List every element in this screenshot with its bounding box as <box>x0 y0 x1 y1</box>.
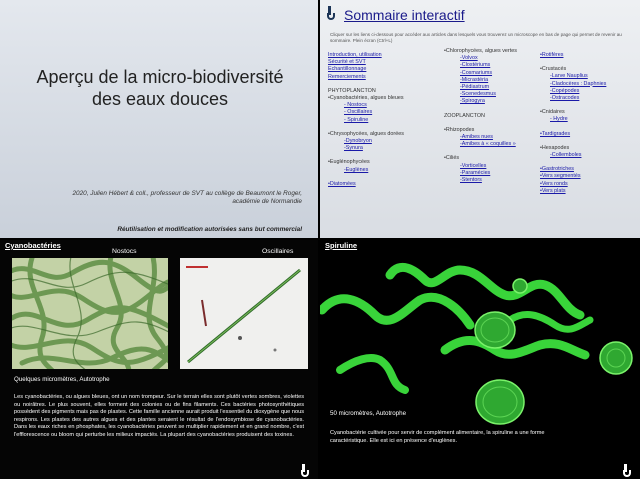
link-vers-segmentes[interactable]: •Vers segmentés <box>540 173 581 180</box>
spiruline-description: Cyanobactérie cultivée pour servir de complément alimentaire, la spiruline a une forme caractéristique. Elle est ici en présence d'euglènes. <box>330 430 545 444</box>
oscillaires-photo <box>180 258 308 369</box>
link-remerciements[interactable]: Remerciements <box>328 73 366 80</box>
link-echantillonnage[interactable]: Echantillonnage <box>328 66 367 73</box>
link-daphnies[interactable]: -Cladocères : Daphnies <box>550 80 607 87</box>
link-nauplius[interactable]: -Larve Nauplius <box>550 73 588 80</box>
link-amibes-coquilles[interactable]: -Amibes à « coquilles » <box>460 141 516 148</box>
presentation-title: Aperçu de la micro-biodiversité des eaux douces <box>36 67 284 109</box>
microscope-return-icon[interactable] <box>622 464 634 477</box>
link-nostocs[interactable]: - Nostocs <box>344 102 367 109</box>
link-dynobryon[interactable]: -Dynobryon <box>344 138 372 145</box>
interactive-summary-slide <box>320 0 640 238</box>
title-slide <box>0 0 318 238</box>
link-euglenes[interactable]: -Euglènes <box>344 166 369 173</box>
cyano-description: Les cyanobactéries, ou algues bleues, ont un nom trompeur. Sur le terrain elles sont plutôt vertes sombres, violettes ou noirâtres. Le plus souvent, elles forment des colonies ou de fins filaments. Ces bactéries photosynthétiques possèdent des pigments mais pas de plastes. Cette famille ancienne aurait produit l'essentiel du dioxygène que nous respirons. Les plastes des autres algues et des plantes seraient le résultat de l'endosymbiose de cyanobactéries. Dans les eaux riches en phosphates, les cyanobactéries peuvent se multiplier rapidement et en grand nombre, c'est l'efflorescence ou bloom qui perturbe les milieux impactés. La plupart des cyanobactéries produisent des toxines. <box>14 394 304 438</box>
link-collemboles[interactable]: -Collemboles <box>550 152 582 159</box>
license-text: Réutilisation et modification autorisées sans but commercial <box>117 226 302 233</box>
nostocs-photo <box>12 258 168 369</box>
cnidaires-heading: •Cnidaires <box>540 109 565 116</box>
link-rotiferes[interactable]: •Rotifères <box>540 52 564 58</box>
link-gastrotriches[interactable]: •Gastrotriches <box>540 166 574 173</box>
link-vers-ronds[interactable]: •Vers ronds <box>540 180 568 187</box>
link-paramecies[interactable]: -Paramécies <box>460 169 491 176</box>
crustaces-heading: •Crustacés <box>540 66 567 73</box>
toc-column-2 <box>444 48 517 184</box>
link-amibes-nues[interactable]: -Amibes nues <box>460 134 493 141</box>
link-volvox[interactable]: -Volvox <box>460 55 478 62</box>
link-spiruline[interactable]: - Spiruline <box>344 116 369 123</box>
microscope-icon <box>326 6 338 20</box>
phytoplancton-heading: PHYTOPLANCTON <box>328 87 376 94</box>
link-tardigrades[interactable]: •Tardigrades <box>540 130 571 137</box>
credits-text: 2020, Julien Hébert & coll., professeur de SVT au collège de Beaumont le Roger, académie de Normandie <box>72 190 302 205</box>
link-vorticelles[interactable]: -Vorticelles <box>460 162 487 169</box>
chloro-heading: •Chlorophycées, algues vertes <box>444 48 517 54</box>
link-scenedesmus[interactable]: -Scenedesmus <box>460 91 496 98</box>
link-synura[interactable]: -Synura <box>344 145 363 152</box>
nostocs-label: Nostocs <box>112 248 137 255</box>
link-oscillaires[interactable]: - Oscillaires <box>344 109 373 116</box>
cyanobacteries-slide <box>0 240 318 479</box>
link-copepodes[interactable]: -Copépodes <box>550 87 580 94</box>
link-ostracodes[interactable]: -Ostracodes <box>550 95 580 102</box>
link-spirogyra[interactable]: -Spirogyra <box>460 98 485 105</box>
link-introduction[interactable]: Introduction, utilisation <box>328 52 382 58</box>
cilies-heading: •Ciliés <box>444 155 460 162</box>
zooplancton-heading: ZOOPLANCTON <box>444 112 485 119</box>
link-stentors[interactable]: -Stentors <box>460 177 482 184</box>
hexapodes-heading: •Hexapodes <box>540 144 570 151</box>
cyano-heading: •Cyanobactéries, algues bleues <box>328 95 404 102</box>
summary-intro: Cliquer sur les liens ci-dessous pour accéder aux articles dans lesquels vous trouverez un microscope en bas de page qui permet de revenir au sommaire. Plein écran (Ctrl+L) <box>330 32 622 43</box>
spiruline-title[interactable]: Spiruline <box>325 241 358 250</box>
cyano-title[interactable]: Cyanobactéries <box>5 241 61 250</box>
link-cosmariums[interactable]: -Cosmariums <box>460 69 493 76</box>
link-diatomees[interactable]: •Diatomées <box>328 180 356 187</box>
link-hydre[interactable]: - Hydre <box>550 116 568 123</box>
spiruline-scale: 50 micromètres, Autotrophe <box>330 410 407 417</box>
link-closteriums[interactable]: -Clostériums <box>460 62 491 69</box>
microscope-return-icon[interactable] <box>300 464 312 477</box>
summary-heading: Sommaire interactif <box>344 7 465 23</box>
toc-column-1 <box>328 52 404 188</box>
oscillaires-label: Oscillaires <box>262 248 294 255</box>
link-securite[interactable]: Sécurité et SVT <box>328 59 366 66</box>
spiruline-slide <box>320 240 640 479</box>
link-microsteria[interactable]: -Micrastéria <box>460 76 489 83</box>
link-pediastrum[interactable]: -Pédiastrum <box>460 84 490 91</box>
toc-column-3 <box>540 52 606 195</box>
cyano-scale: Quelques micromètres, Autotrophe <box>14 376 110 383</box>
link-vers-plats[interactable]: •Vers plats <box>540 187 566 194</box>
chryso-heading: •Chrysophycées, algues dorées <box>328 130 404 137</box>
rhizopodes-heading: •Rhizopodes <box>444 126 475 133</box>
eugleno-heading: •Euglénophycées <box>328 159 370 166</box>
